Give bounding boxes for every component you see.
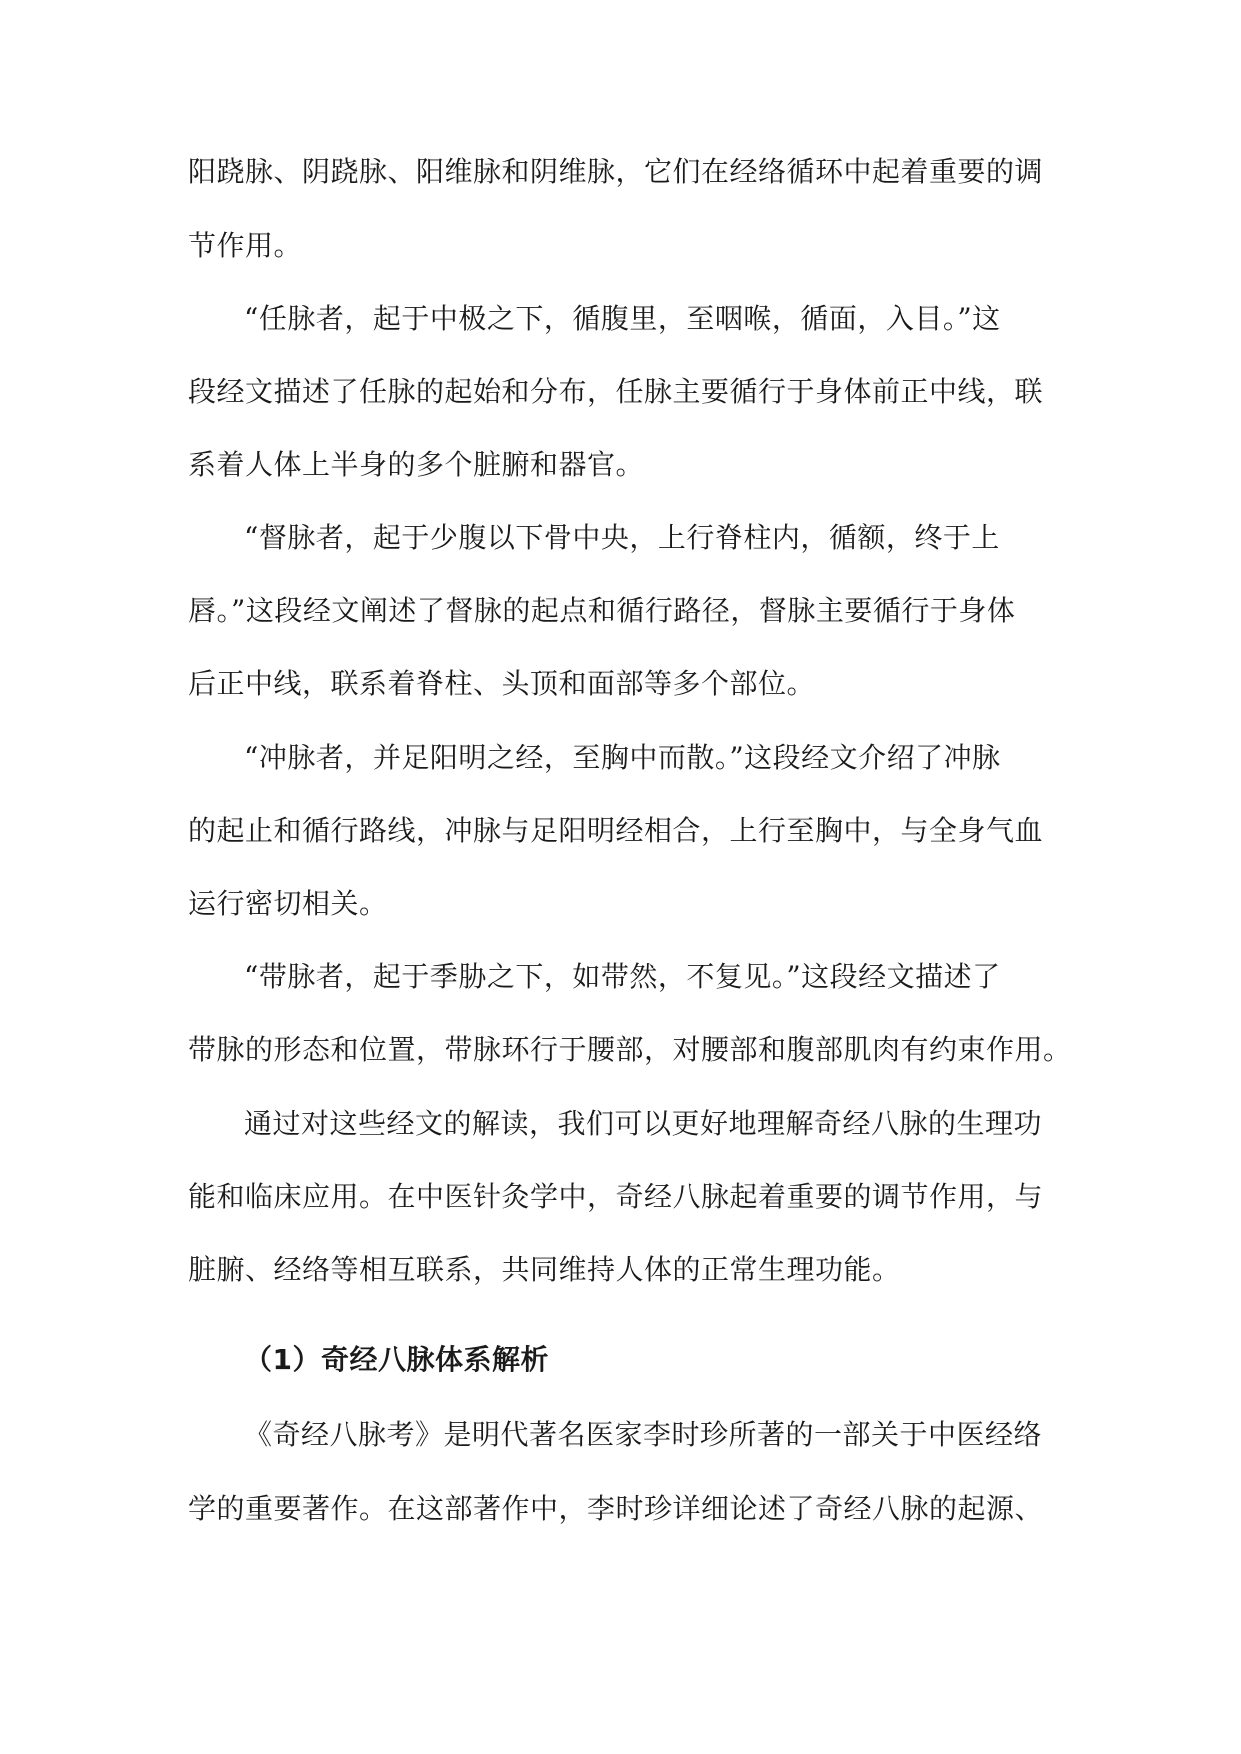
text-line: 运行密切相关。 [188, 887, 388, 920]
text-line: 通过对这些经文的解读，我们可以更好地理解奇经八脉的生理功 [244, 1107, 1043, 1140]
text-line: 带脉的形态和位置，带脉环行于腰部，对腰部和腹部肌肉有约束作用。 [188, 1033, 1072, 1066]
text-line: 节作用。 [188, 229, 303, 262]
text-line: 阳跷脉、阴跷脉、阳维脉和阴维脉，它们在经络循环中起着重要的调 [188, 155, 1044, 188]
text-line: “任脉者，起于中极之下，循腹里，至咽喉，循面，入目。”这 [244, 302, 1001, 335]
text-line: 学的重要著作。在这部著作中，李时珍详细论述了奇经八脉的起源、 [188, 1492, 1044, 1525]
text-line: 后正中线，联系着脊柱、头顶和面部等多个部位。 [188, 667, 816, 700]
text-line: 唇。”这段经文阐述了督脉的起点和循行路径，督脉主要循行于身体 [188, 594, 1016, 627]
text-line: “督脉者，起于少腹以下骨中央，上行脊柱内，循额，终于上 [244, 521, 1000, 554]
text-line: 《奇经八脉考》是明代著名医家李时珍所著的一部关于中医经络 [244, 1418, 1043, 1451]
section-heading: （1）奇经八脉体系解析 [244, 1343, 549, 1376]
text-line: 的起止和循行路线，冲脉与足阳明经相合，上行至胸中，与全身气血 [188, 814, 1044, 847]
text-line: 脏腑、经络等相互联系，共同维持人体的正常生理功能。 [188, 1253, 901, 1286]
text-line: 能和临床应用。在中医针灸学中，奇经八脉起着重要的调节作用，与 [188, 1180, 1044, 1213]
text-line: 段经文描述了任脉的起始和分布，任脉主要循行于身体前正中线，联 [188, 375, 1044, 408]
text-line: “带脉者，起于季胁之下，如带然，不复见。”这段经文描述了 [244, 960, 1001, 993]
text-line: “冲脉者，并足阳明之经，至胸中而散。”这段经文介绍了冲脉 [244, 741, 1001, 774]
text-line: 系着人体上半身的多个脏腑和器官。 [188, 448, 645, 481]
